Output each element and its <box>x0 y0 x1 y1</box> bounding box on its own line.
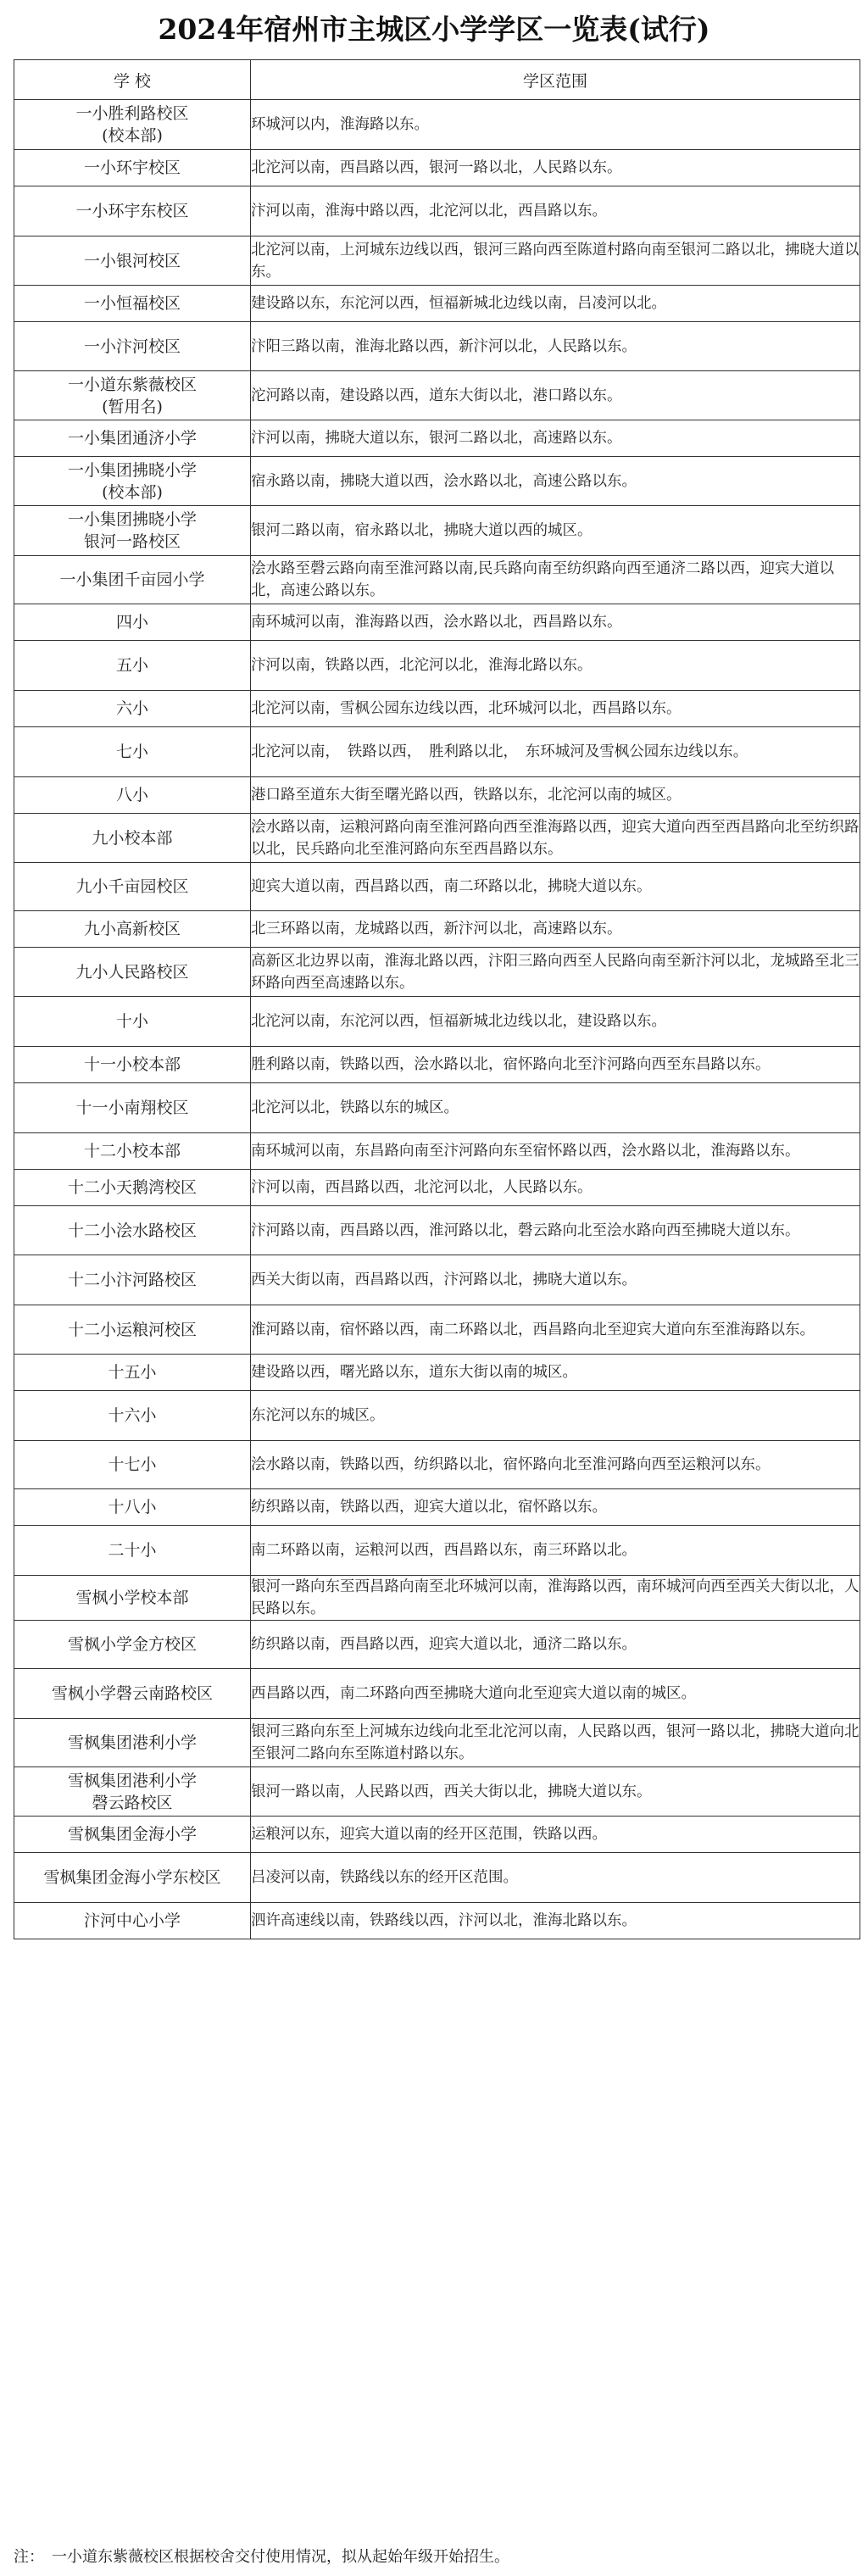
district-area-cell: 浍水路以南，运粮河路向南至淮河路向西至淮海路以西，迎宾大道向西至西昌路向北至纺织路以北，民兵路向北至淮河路向东至西昌路以东。 <box>251 814 860 863</box>
school-name-cell: 十二小天鹅湾校区 <box>14 1170 251 1206</box>
school-name-cell: 十二小运粮河校区 <box>14 1305 251 1355</box>
table-row <box>14 1255 860 1305</box>
table-row <box>14 1903 860 1939</box>
district-area-cell: 南二环路以南，运粮河以西，西昌路以东，南三环路以北。 <box>251 1526 860 1576</box>
district-area-cell: 淮河路以南，宿怀路以西，南二环路以北，西昌路向北至迎宾大道向东至淮海路以东。 <box>251 1305 860 1355</box>
district-area-cell: 胜利路以南，铁路以西，浍水路以北，宿怀路向北至汴河路向西至东昌路以东。 <box>251 1047 860 1083</box>
table-row <box>14 371 860 420</box>
school-name-cell: 一小环宇校区 <box>14 150 251 186</box>
district-area-cell: 汴河以南，拂晓大道以东，银河二路以北，高速路以东。 <box>251 420 860 457</box>
school-name-cell: 十小 <box>14 997 251 1047</box>
table-row <box>14 286 860 322</box>
district-area-cell: 北沱河以南，西昌路以西，银河一路以北，人民路以东。 <box>251 150 860 186</box>
district-area-cell: 汴阳三路以南，淮海北路以西，新汴河以北，人民路以东。 <box>251 322 860 371</box>
district-area-cell: 运粮河以东，迎宾大道以南的经开区范围，铁路以西。 <box>251 1817 860 1853</box>
district-area-cell: 银河三路向东至上河城东边线向北至北沱河以南，人民路以西，银河一路以北，拂晓大道向北至银河二路向东至陈道村路以东。 <box>251 1719 860 1767</box>
district-area-cell: 泗许高速线以南，铁路线以西，汴河以北，淮海北路以东。 <box>251 1903 860 1939</box>
district-area-cell: 南环城河以南，淮海路以西，浍水路以北，西昌路以东。 <box>251 604 860 641</box>
district-area-cell: 建设路以西，曙光路以东，道东大街以南的城区。 <box>251 1355 860 1391</box>
school-district-table <box>14 59 860 1939</box>
district-area-cell: 沱河路以南，建设路以西，道东大街以北，港口路以东。 <box>251 371 860 420</box>
table-row <box>14 1441 860 1489</box>
district-area-cell: 浍水路至磬云路向南至淮河路以南,民兵路向南至纺织路向西至通济二路以西，迎宾大道以北，高速公路以东。 <box>251 556 860 604</box>
table-row <box>14 1355 860 1391</box>
table-row <box>14 1719 860 1767</box>
school-name-cell: 雪枫集团金海小学东校区 <box>14 1853 251 1903</box>
district-area-cell: 迎宾大道以南，西昌路以西，南二环路以北，拂晓大道以东。 <box>251 863 860 911</box>
table-body <box>14 100 860 1939</box>
school-name-cell: 一小集团千亩园小学 <box>14 556 251 604</box>
table-header-row <box>14 60 860 100</box>
district-area-cell: 银河二路以南，宿永路以北，拂晓大道以西的城区。 <box>251 506 860 556</box>
table-row <box>14 911 860 948</box>
district-area-cell: 北三环路以南，龙城路以西，新汴河以北，高速路以东。 <box>251 911 860 948</box>
district-area-cell: 高新区北边界以南，淮海北路以西，汴阳三路向西至人民路向南至新汴河以北，龙城路至北三环路向西至高速路以东。 <box>251 948 860 997</box>
table-row <box>14 1526 860 1576</box>
table-row <box>14 1767 860 1817</box>
table-row <box>14 641 860 691</box>
school-name-cell: 十五小 <box>14 1355 251 1391</box>
district-area-cell: 西昌路以西，南二环路向西至拂晓大道向北至迎宾大道以南的城区。 <box>251 1669 860 1719</box>
school-name-cell: 十八小 <box>14 1489 251 1526</box>
school-name-cell: 雪枫集团港利小学 <box>14 1719 251 1767</box>
district-area-cell: 北沱河以北，铁路以东的城区。 <box>251 1083 860 1133</box>
district-area-cell: 港口路至道东大街至曙光路以西，铁路以东，北沱河以南的城区。 <box>251 777 860 814</box>
school-name-cell: 一小道东紫薇校区 (暂用名) <box>14 371 251 420</box>
table-row <box>14 1576 860 1621</box>
district-area-cell: 北沱河以南，东沱河以西，恒福新城北边线以北，建设路以东。 <box>251 997 860 1047</box>
school-name-cell: 雪枫小学金方校区 <box>14 1621 251 1669</box>
school-name-cell: 七小 <box>14 727 251 777</box>
header-school: 学 校 <box>14 60 251 100</box>
district-area-cell: 南环城河以南，东昌路向南至汴河路向东至宿怀路以西，浍水路以北，淮海路以东。 <box>251 1133 860 1170</box>
table-row <box>14 1489 860 1526</box>
school-name-cell: 八小 <box>14 777 251 814</box>
table-row <box>14 150 860 186</box>
district-area-cell: 北沱河以南，雪枫公园东边线以西，北环城河以北，西昌路以东。 <box>251 691 860 727</box>
table-row <box>14 1305 860 1355</box>
school-name-cell: 一小环宇东校区 <box>14 186 251 236</box>
school-name-cell: 六小 <box>14 691 251 727</box>
school-name-cell: 十一小南翔校区 <box>14 1083 251 1133</box>
district-area-cell: 汴河以南，铁路以西，北沱河以北，淮海北路以东。 <box>251 641 860 691</box>
table-row <box>14 1170 860 1206</box>
district-area-cell: 汴河以南，淮海中路以西，北沱河以北，西昌路以东。 <box>251 186 860 236</box>
district-area-cell: 纺织路以南，铁路以西，迎宾大道以北，宿怀路以东。 <box>251 1489 860 1526</box>
school-name-cell: 一小集团拂晓小学 (校本部) <box>14 457 251 506</box>
table-row <box>14 100 860 150</box>
school-name-cell: 一小集团拂晓小学 银河一路校区 <box>14 506 251 556</box>
table-row <box>14 420 860 457</box>
table-row <box>14 1391 860 1441</box>
school-name-cell: 九小千亩园校区 <box>14 863 251 911</box>
district-area-cell: 东沱河以东的城区。 <box>251 1391 860 1441</box>
district-area-cell: 宿永路以南，拂晓大道以西，浍水路以北，高速公路以东。 <box>251 457 860 506</box>
school-name-cell: 雪枫集团金海小学 <box>14 1817 251 1853</box>
table-row <box>14 863 860 911</box>
district-area-cell: 北沱河以南，上河城东边线以西，银河三路向西至陈道村路向南至银河二路以北，拂晓大道以东。 <box>251 236 860 286</box>
district-area-cell: 西关大街以南，西昌路以西，汴河路以北，拂晓大道以东。 <box>251 1255 860 1305</box>
table-row <box>14 556 860 604</box>
school-name-cell: 一小汴河校区 <box>14 322 251 371</box>
district-area-cell: 北沱河以南， 铁路以西， 胜利路以北， 东环城河及雪枫公园东边线以东。 <box>251 727 860 777</box>
table-row <box>14 457 860 506</box>
school-name-cell: 十二小浍水路校区 <box>14 1206 251 1255</box>
table-row <box>14 777 860 814</box>
school-name-cell: 十七小 <box>14 1441 251 1489</box>
table-row <box>14 1047 860 1083</box>
table-row <box>14 186 860 236</box>
table-row <box>14 727 860 777</box>
district-area-cell: 汴河路以南，西昌路以西，淮河路以北，磬云路向北至浍水路向西至拂晓大道以东。 <box>251 1206 860 1255</box>
school-name-cell: 十二小汴河路校区 <box>14 1255 251 1305</box>
district-area-cell: 吕凌河以南，铁路线以东的经开区范围。 <box>251 1853 860 1903</box>
school-name-cell: 四小 <box>14 604 251 641</box>
school-name-cell: 九小高新校区 <box>14 911 251 948</box>
table-row <box>14 1083 860 1133</box>
table-row <box>14 1669 860 1719</box>
school-name-cell: 二十小 <box>14 1526 251 1576</box>
table-row <box>14 236 860 286</box>
document-title: 2024年宿州市主城区小学学区一览表(试行) <box>158 12 710 46</box>
school-name-cell: 十一小校本部 <box>14 1047 251 1083</box>
table-row <box>14 506 860 556</box>
school-name-cell: 一小胜利路校区 (校本部) <box>14 100 251 150</box>
table-row <box>14 322 860 371</box>
school-name-cell: 九小校本部 <box>14 814 251 863</box>
school-name-cell: 一小银河校区 <box>14 236 251 286</box>
district-area-cell: 建设路以东，东沱河以西，恒福新城北边线以南，吕凌河以北。 <box>251 286 860 322</box>
table-row <box>14 948 860 997</box>
footnote: 注： 一小道东紫薇校区根据校舍交付使用情况，拟从起始年级开始招生。 <box>14 2548 509 2566</box>
school-name-cell: 一小恒福校区 <box>14 286 251 322</box>
school-name-cell: 十六小 <box>14 1391 251 1441</box>
school-name-cell: 五小 <box>14 641 251 691</box>
table-row <box>14 997 860 1047</box>
school-name-cell: 汴河中心小学 <box>14 1903 251 1939</box>
district-area-cell: 纺织路以南，西昌路以西，迎宾大道以北，通济二路以东。 <box>251 1621 860 1669</box>
district-area-cell: 环城河以内，淮海路以东。 <box>251 100 860 150</box>
district-area-cell: 银河一路向东至西昌路向南至北环城河以南，淮海路以西，南环城河向西至西关大街以北，人民路以东。 <box>251 1576 860 1621</box>
school-name-cell: 十二小校本部 <box>14 1133 251 1170</box>
district-area-cell: 汴河以南，西昌路以西，北沱河以北，人民路以东。 <box>251 1170 860 1206</box>
district-area-cell: 浍水路以南，铁路以西，纺织路以北，宿怀路向北至淮河路向西至运粮河以东。 <box>251 1441 860 1489</box>
table-row <box>14 1133 860 1170</box>
school-name-cell: 雪枫小学磬云南路校区 <box>14 1669 251 1719</box>
school-name-cell: 一小集团通济小学 <box>14 420 251 457</box>
school-name-cell: 九小人民路校区 <box>14 948 251 997</box>
table-row <box>14 1206 860 1255</box>
table-row <box>14 691 860 727</box>
table-row <box>14 1817 860 1853</box>
district-area-cell: 银河一路以南，人民路以西，西关大街以北，拂晓大道以东。 <box>251 1767 860 1817</box>
header-area: 学区范围 <box>251 60 860 100</box>
table-row <box>14 1621 860 1669</box>
table-row <box>14 1853 860 1903</box>
school-name-cell: 雪枫小学校本部 <box>14 1576 251 1621</box>
table-row <box>14 604 860 641</box>
school-name-cell: 雪枫集团港利小学 磬云路校区 <box>14 1767 251 1817</box>
table-row <box>14 814 860 863</box>
